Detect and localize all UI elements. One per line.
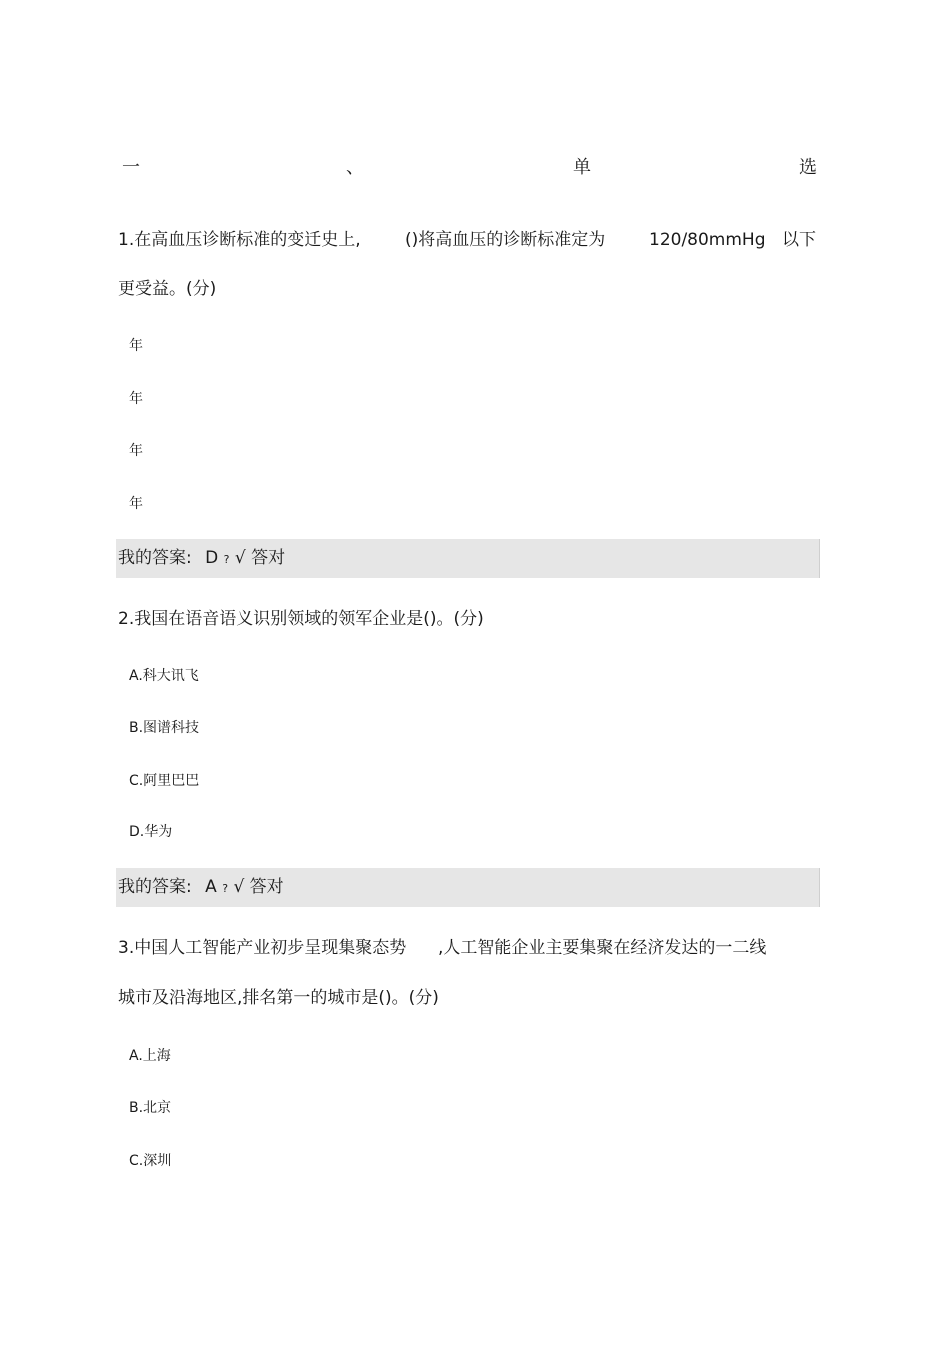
question-2-answer-bar xyxy=(116,868,820,907)
heading-char: 、 xyxy=(346,157,364,178)
question-1-option-d: 年 xyxy=(129,496,143,512)
question-2-option-a: A.科大讯飞 xyxy=(129,668,199,684)
heading-char: 选 xyxy=(799,157,817,178)
answer-label: 我的答案: xyxy=(118,877,192,897)
question-2-option-d: D.华为 xyxy=(129,824,173,840)
question-1-part3: 120/80mmHg xyxy=(649,230,766,250)
question-1-part4: 以下 xyxy=(782,230,816,250)
question-2-option-c: C.阿里巴巴 xyxy=(129,773,200,789)
question-1-part2: ()将高血压的诊断标准定为 xyxy=(405,230,606,250)
question-1-text-line2: 更受益。(分) xyxy=(118,279,217,299)
answer-result: √ 答对 xyxy=(233,877,284,897)
answer-label: 我的答案: xyxy=(118,548,192,568)
question-3-part2: ,人工智能企业主要集聚在经济发达的一二线 xyxy=(438,938,767,958)
answer-mark: ? xyxy=(222,882,229,895)
question-1-option-a: 年 xyxy=(129,338,143,354)
question-1-option-c: 年 xyxy=(129,443,143,459)
heading-char: 单 xyxy=(573,157,591,178)
answer-result: √ 答对 xyxy=(234,548,286,568)
question-3-option-b: B.北京 xyxy=(129,1100,172,1116)
answer-value: D xyxy=(205,548,219,568)
question-1-answer xyxy=(118,547,285,571)
question-1-answer-bar xyxy=(116,539,820,578)
question-3-option-c: C.深圳 xyxy=(129,1153,172,1169)
question-3-text xyxy=(118,937,818,959)
question-1-option-b: 年 xyxy=(129,391,143,407)
question-3-text-line2: 城市及沿海地区,排名第一的城市是()。(分) xyxy=(118,988,439,1008)
question-2-option-b: B.图谱科技 xyxy=(129,720,200,736)
question-2-answer xyxy=(118,876,284,900)
question-3-part1: 3.中国人工智能产业初步呈现集聚态势 xyxy=(118,938,407,958)
heading-char: 一 xyxy=(122,157,140,178)
question-1-text xyxy=(118,229,818,251)
question-3-option-a: A.上海 xyxy=(129,1048,171,1064)
question-1-part1: 1.在高血压诊断标准的变迁史上, xyxy=(118,230,361,250)
answer-mark: ? xyxy=(223,553,230,566)
question-2-text: 2.我国在语音语义识别领域的领军企业是()。(分) xyxy=(118,609,484,629)
answer-value: A xyxy=(205,877,217,897)
